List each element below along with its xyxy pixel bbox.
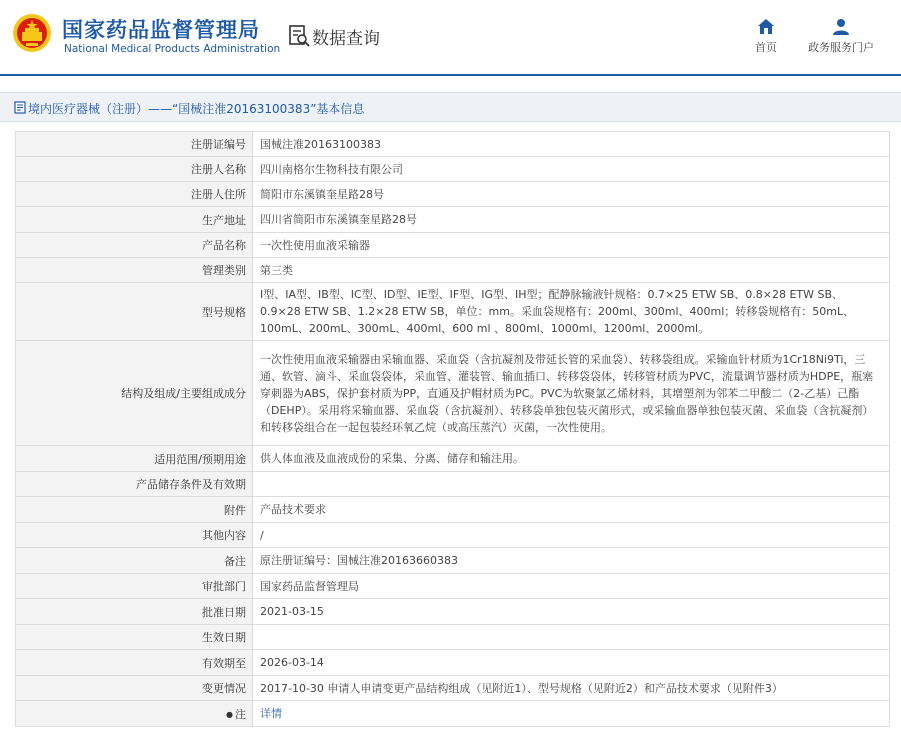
document-icon <box>14 101 26 114</box>
detail-value <box>253 523 890 548</box>
detail-label-text: 注册人名称 <box>191 163 246 176</box>
detail-value <box>253 701 890 727</box>
detail-link[interactable]: 详情 <box>260 707 282 720</box>
user-icon <box>832 18 850 36</box>
detail-value-text: 原注册证编号：国械注准20163660383 <box>260 554 458 567</box>
detail-value-text: / <box>260 528 264 542</box>
detail-value <box>253 258 890 283</box>
detail-label <box>16 650 253 676</box>
detail-label-text: 适用范围/预期用途 <box>154 452 246 466</box>
detail-row <box>16 157 890 182</box>
detail-value-text: 2021-03-15 <box>260 605 324 618</box>
detail-row <box>16 283 890 341</box>
detail-label <box>16 132 253 157</box>
detail-label <box>16 599 253 625</box>
data-search-title: 数据查询 <box>312 29 380 49</box>
detail-label-text: 生效日期 <box>202 631 246 644</box>
home-icon <box>757 18 775 36</box>
detail-label-text: 产品名称 <box>202 239 246 252</box>
detail-value-text: 2026-03-14 <box>260 656 324 669</box>
detail-value-text: 供人体血液及血液成份的采集、分离、储存和输注用。 <box>260 452 524 465</box>
nav-home-link[interactable] <box>751 18 781 55</box>
detail-label-text: 附件 <box>224 503 246 517</box>
detail-value <box>253 599 890 625</box>
detail-value <box>253 650 890 676</box>
detail-value-text: 一次性使用血液采输器 <box>260 238 370 252</box>
detail-value <box>253 497 890 523</box>
detail-label-text: 注册人住所 <box>191 188 246 201</box>
detail-label <box>16 207 253 233</box>
detail-label <box>16 341 253 446</box>
detail-value <box>253 341 890 446</box>
detail-label <box>16 446 253 472</box>
detail-label-text: 变更情况 <box>202 682 246 695</box>
national-emblem-icon <box>12 12 52 54</box>
detail-label-text: 批准日期 <box>202 605 246 619</box>
detail-row <box>16 446 890 472</box>
nav-service-portal-label: 政务服务门户 <box>808 41 874 54</box>
registration-detail-table <box>15 131 890 727</box>
detail-label <box>16 497 253 523</box>
detail-value-text: 四川南格尔生物科技有限公司 <box>260 162 403 176</box>
detail-label-text: 注册证编号 <box>191 138 246 151</box>
detail-row <box>16 233 890 258</box>
org-name-en: National Medical Products Administration <box>64 43 281 55</box>
detail-label-text: 审批部门 <box>202 580 246 593</box>
detail-row <box>16 523 890 548</box>
detail-label-text: 备注 <box>224 554 246 568</box>
detail-value <box>253 207 890 233</box>
detail-label-text: 其他内容 <box>202 529 246 542</box>
detail-label-text: 型号规格 <box>202 305 246 319</box>
detail-row <box>16 650 890 676</box>
detail-row <box>16 625 890 650</box>
detail-label <box>16 548 253 574</box>
nav-service-portal-link[interactable] <box>806 18 876 55</box>
detail-label-text: 注 <box>235 707 246 721</box>
detail-value <box>253 574 890 599</box>
detail-value-text: 国械注准20163100383 <box>260 137 381 151</box>
detail-value <box>253 548 890 574</box>
detail-row <box>16 599 890 625</box>
detail-value <box>253 446 890 472</box>
breadcrumb <box>0 92 901 122</box>
detail-label-text: 有效期至 <box>202 656 246 670</box>
detail-label-text: 产品储存条件及有效期 <box>136 478 246 491</box>
detail-label <box>16 676 253 701</box>
data-search-icon <box>288 24 310 48</box>
detail-label <box>16 182 253 207</box>
detail-label <box>16 625 253 650</box>
org-name-cn: 国家药品监督管理局 <box>62 18 260 42</box>
detail-value <box>253 625 890 650</box>
detail-value-text: 一次性使用血液采输器由采输血器、采血袋（含抗凝剂及带延长管的采血袋）、转移袋组成。采输血针材质为1Cr18Ni9Ti，三通、软管、滴斗、采血袋袋体，采血管、灌装管、输血插口、转移袋袋体，转移管材质为PVC，流量调节器材质为HDPE，瓶塞穿刺器为ABS，保护套材质为PP，直通及护帽材质为PC。PVC为软聚氯乙烯材料，其增塑剂为邻苯二甲酸二（2-乙基）己酯（DEHP）。采用将采输血器、采血袋（含抗凝剂）、转移袋单独包装灭菌形式，或采输血器单独包装灭菌、采血袋（含抗凝剂）和转移袋组合在一起包装经环氧乙烷（或高压蒸汽）灭菌，一次性使用。 <box>260 352 874 434</box>
detail-label-text: 生产地址 <box>202 213 246 227</box>
detail-row <box>16 258 890 283</box>
detail-row <box>16 341 890 446</box>
detail-value-text: 四川省简阳市东溪镇奎星路28号 <box>260 213 417 226</box>
detail-value-text: Ⅰ型、ⅠA型、ⅠB型、ⅠC型、ⅠD型、ⅠE型、ⅠF型、ⅠG型、ⅠH型；配静脉输液针规格：0.7×25 ETW SB、0.8×28 ETW SB、0.9×28 ETW SB、1.2×28 ETW SB，单位：mm。采血袋规格有：200ml、300ml、400ml；转移袋规格有：50mL、100mL、200mL、300mL、400ml、600 ml 、800ml、1000ml、1200ml、2000ml。 <box>260 288 855 335</box>
detail-label-text: 结构及组成/主要组成成分 <box>121 387 246 400</box>
detail-label <box>16 258 253 283</box>
detail-label <box>16 157 253 182</box>
detail-row <box>16 132 890 157</box>
site-header <box>0 0 901 76</box>
nav-home-label: 首页 <box>755 41 777 54</box>
detail-label-text: 管理类别 <box>202 264 246 277</box>
detail-value-text: 第三类 <box>260 263 293 277</box>
detail-value-text: 产品技术要求 <box>260 503 326 516</box>
detail-value-text: 2017-10-30 申请人申请变更产品结构组成（见附近1）、型号规格（见附近2）和产品技术要求（见附件3） <box>260 681 783 695</box>
detail-row <box>16 574 890 599</box>
detail-row <box>16 472 890 497</box>
detail-label <box>16 283 253 341</box>
breadcrumb-title: 境内医疗器械（注册）——“国械注准20163100383”基本信息 <box>28 102 365 116</box>
detail-value <box>253 182 890 207</box>
detail-label <box>16 574 253 599</box>
location-pin-icon: ● <box>226 710 233 719</box>
detail-row <box>16 701 890 727</box>
detail-value <box>253 157 890 182</box>
detail-row <box>16 207 890 233</box>
detail-label <box>16 701 253 727</box>
detail-value <box>253 283 890 341</box>
detail-value <box>253 233 890 258</box>
detail-row <box>16 182 890 207</box>
detail-value <box>253 676 890 701</box>
detail-row <box>16 548 890 574</box>
detail-value-text: 国家药品监督管理局 <box>260 579 359 593</box>
detail-label <box>16 233 253 258</box>
detail-value <box>253 132 890 157</box>
detail-label <box>16 472 253 497</box>
detail-value <box>253 472 890 497</box>
detail-row <box>16 676 890 701</box>
detail-value-text: 简阳市东溪镇奎星路28号 <box>260 187 384 201</box>
detail-row <box>16 497 890 523</box>
detail-label <box>16 523 253 548</box>
